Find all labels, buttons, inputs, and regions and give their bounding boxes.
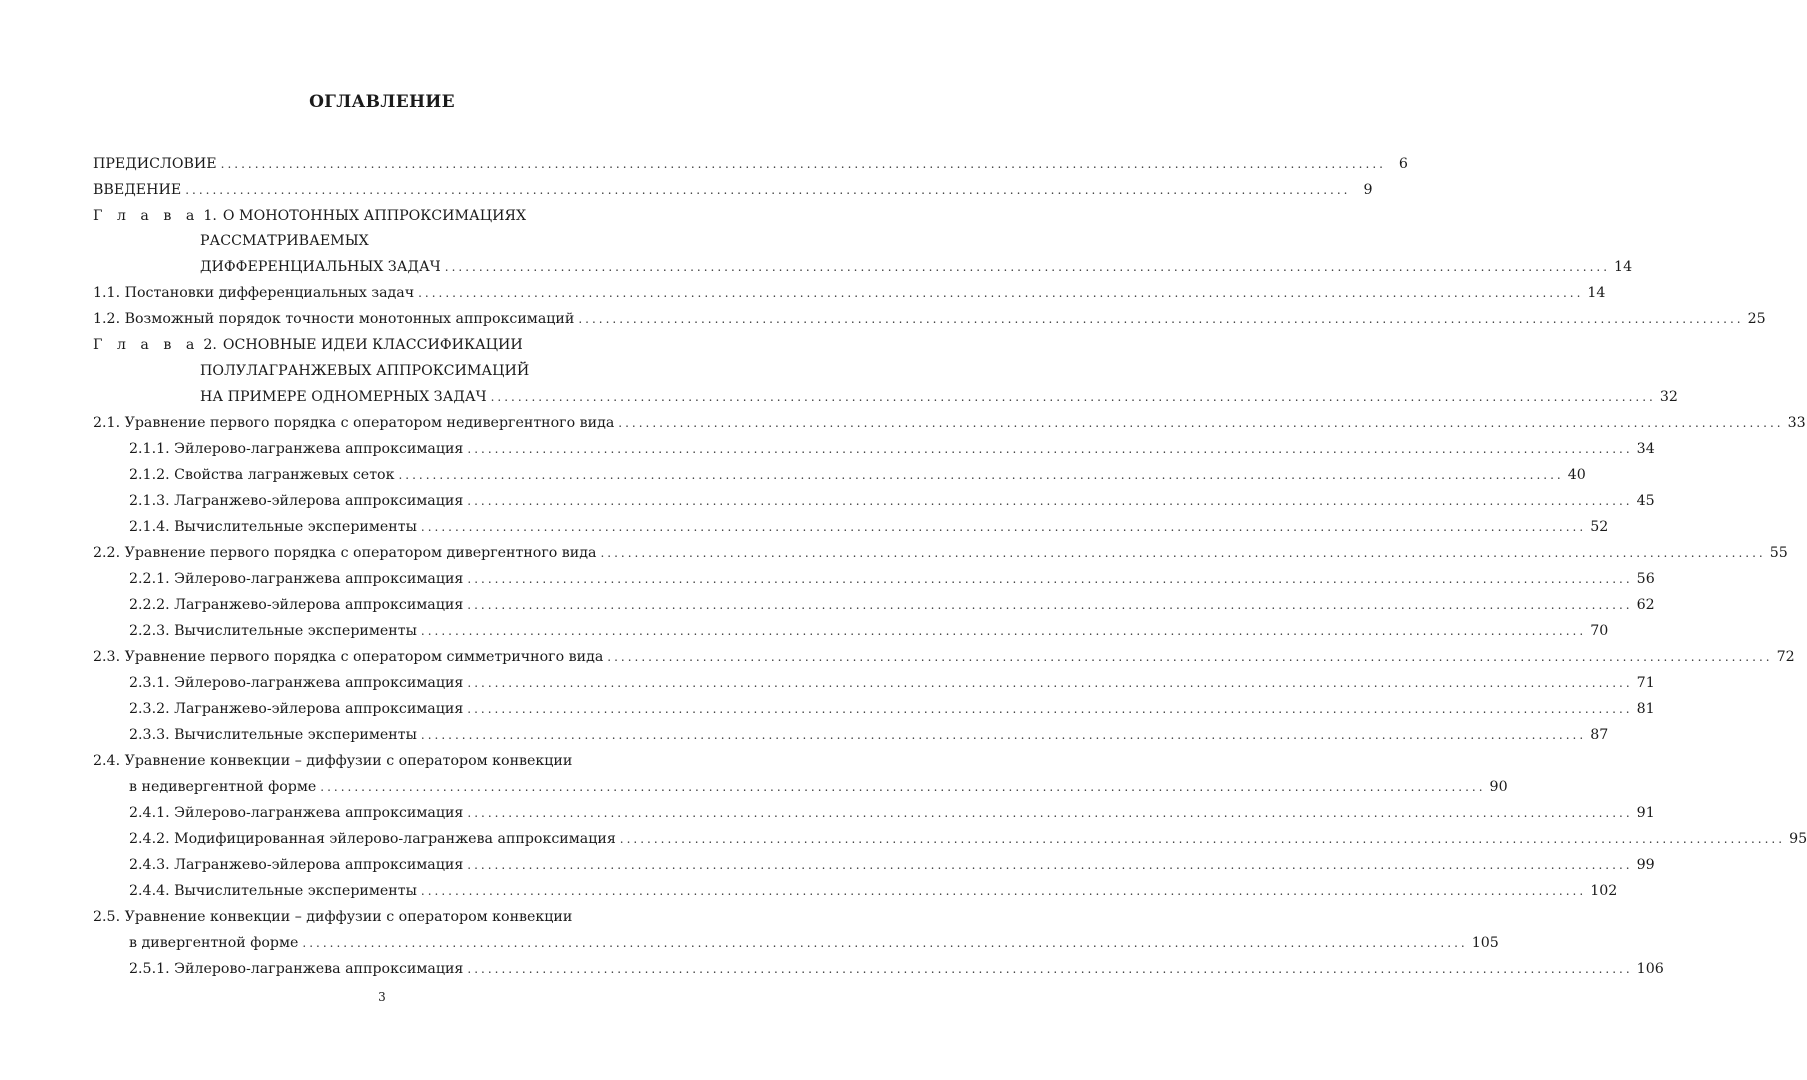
toc-entry-text: 2.2.1. Эйлерово-лагранжева аппроксимация [129, 571, 464, 587]
toc-page-number: 72 [1776, 649, 1795, 665]
toc-leader: ........................................................................................................................................................................... [467, 962, 1633, 976]
toc-leader: ........................................................................................................................................................................... [220, 157, 1386, 171]
toc-leader: ........................................................................................................................................................................... [444, 260, 1611, 274]
toc-entry-text: 2.1. Уравнение первого порядка с оператором недивергентного вида [93, 415, 615, 431]
toc-entry-text: 2.3.3. Вычислительные эксперименты [129, 727, 417, 743]
chapter-title-line2: РАССМАТРИВАЕМЫХ [200, 233, 369, 249]
toc-chapter-2-heading [93, 336, 523, 354]
toc-page-number: 91 [1636, 805, 1655, 821]
toc-page-number: 70 [1590, 623, 1609, 639]
toc-leader: ........................................................................................................................................................................... [418, 286, 1584, 300]
toc-leader: ........................................................................................................................................................................... [467, 676, 1633, 690]
toc-entry-text: 2.3. Уравнение первого порядка с оператором симметричного вида [93, 649, 604, 665]
toc-leader: ........................................................................................................................................................................... [600, 546, 1766, 560]
toc-page-number: 56 [1636, 571, 1655, 587]
toc-entry-text: 2.2.3. Вычислительные эксперименты [129, 623, 417, 639]
toc-entry-text: ПРЕДИСЛОВИЕ [93, 156, 217, 172]
toc-entry-text: 2.2.2. Лагранжево-эйлерова аппроксимация [129, 597, 464, 613]
toc-page-number: 99 [1636, 857, 1655, 873]
toc-leader: ........................................................................................................................................................................... [490, 390, 1656, 404]
toc-page-number: 95 [1789, 831, 1807, 847]
toc-entry-text: 2.4.2. Модифицированная эйлерово-лагранжева аппроксимация [129, 831, 616, 847]
toc-page-number: 14 [1587, 285, 1606, 301]
toc-entry-2-4-1 [129, 804, 1655, 822]
toc-leader: ........................................................................................................................................................................... [420, 624, 1587, 638]
toc-entry-2-2-2 [129, 596, 1655, 614]
toc-entry-text: 2.3.1. Эйлерово-лагранжева аппроксимация [129, 675, 464, 691]
toc-leader: ........................................................................................................................................................................... [467, 598, 1633, 612]
toc-entry-2-2-1 [129, 570, 1655, 588]
toc-entry-2-4-line1: 2.4. Уравнение конвекции – диффузии с оператором конвекции [93, 753, 573, 769]
chapter-title-line1: О МОНОТОННЫХ АППРОКСИМАЦИЯХ [222, 208, 527, 224]
toc-leader: ........................................................................................................................................................................... [467, 572, 1633, 586]
toc-page-number: 52 [1590, 519, 1609, 535]
chapter-title-line2: ПОЛУЛАГРАНЖЕВЫХ АППРОКСИМАЦИЙ [200, 363, 530, 379]
toc-entry-text: 1.1. Постановки дифференциальных задач [93, 285, 415, 301]
chapter-number: 2. [203, 337, 217, 353]
toc-leader: ........................................................................................................................................................................... [467, 494, 1633, 508]
toc-page-number: 45 [1636, 493, 1655, 509]
toc-leader: ........................................................................................................................................................................... [467, 702, 1633, 716]
toc-page-number: 32 [1659, 389, 1678, 405]
toc-leader: ........................................................................................................................................................................... [185, 183, 1351, 197]
toc-leader: ........................................................................................................................................................................... [619, 832, 1786, 846]
toc-entry-text: 2.4.4. Вычислительные эксперименты [129, 883, 417, 899]
toc-leader: ........................................................................................................................................................................... [467, 858, 1633, 872]
toc-page-number: 105 [1471, 935, 1499, 951]
toc-leader: ........................................................................................................................................................................... [420, 728, 1587, 742]
chapter-label: Г л а в а [93, 337, 200, 353]
toc-leader: ........................................................................................................................................................................... [420, 884, 1587, 898]
toc-entry-text: в дивергентной форме [129, 935, 299, 951]
toc-leader: ........................................................................................................................................................................... [618, 416, 1784, 430]
toc-leader: ........................................................................................................................................................................... [420, 520, 1587, 534]
toc-entry-2-5-line1: 2.5. Уравнение конвекции – диффузии с оператором конвекции [93, 909, 573, 925]
toc-entry-text: 2.4.3. Лагранжево-эйлерова аппроксимация [129, 857, 464, 873]
toc-entry-2-3-3 [129, 726, 1609, 744]
toc-entry-text: 2.1.2. Свойства лагранжевых сеток [129, 467, 395, 483]
toc-leader: ........................................................................................................................................................................... [398, 468, 1564, 482]
toc-entry-preface [93, 155, 1408, 173]
toc-entry-introduction [93, 181, 1373, 199]
toc-page-number: 33 [1787, 415, 1806, 431]
toc-page-number: 34 [1636, 441, 1655, 457]
toc-page-number: 62 [1636, 597, 1655, 613]
page-title: ОГЛАВЛЕНИЕ [309, 92, 455, 112]
toc-entry-2-5 [129, 934, 1499, 952]
toc-page-number: 40 [1567, 467, 1586, 483]
toc-leader: ........................................................................................................................................................................... [578, 312, 1744, 326]
chapter-number: 1. [203, 208, 217, 224]
toc-page-number: 55 [1769, 545, 1788, 561]
toc-entry-2-4-4 [129, 882, 1618, 900]
toc-entry-text: 2.1.3. Лагранжево-эйлерова аппроксимация [129, 493, 464, 509]
toc-page-number: 6 [1398, 156, 1408, 172]
toc-page-number: 90 [1489, 779, 1508, 795]
toc-entry-2-4-3 [129, 856, 1655, 874]
toc-page-number: 71 [1636, 675, 1655, 691]
toc-page-number: 25 [1747, 311, 1766, 327]
toc-entry-text: 2.1.4. Вычислительные эксперименты [129, 519, 417, 535]
toc-entry-text: 2.4.1. Эйлерово-лагранжева аппроксимация [129, 805, 464, 821]
toc-entry-2-3-1 [129, 674, 1655, 692]
toc-entry-text: 2.5.1. Эйлерово-лагранжева аппроксимация [129, 961, 464, 977]
toc-leader: ........................................................................................................................................................................... [467, 806, 1633, 820]
toc-entry-text: 2.2. Уравнение первого порядка с оператором дивергентного вида [93, 545, 597, 561]
toc-leader: ........................................................................................................................................................................... [467, 442, 1633, 456]
toc-entry-2-1-3 [129, 492, 1655, 510]
toc-entry-2-2 [93, 544, 1788, 562]
toc-page-number: 14 [1614, 259, 1633, 275]
chapter-title-line3: ДИФФЕРЕНЦИАЛЬНЫХ ЗАДАЧ [200, 259, 441, 275]
toc-leader: ........................................................................................................................................................................... [607, 650, 1773, 664]
toc-entry-1-1 [93, 284, 1606, 302]
toc-page-number: 81 [1636, 701, 1655, 717]
toc-entry-text: в недивергентной форме [129, 779, 317, 795]
toc-page-number: 9 [1363, 182, 1373, 198]
toc-entry-2-3 [93, 648, 1795, 666]
toc-entry-2-1 [93, 414, 1806, 432]
toc-entry-chapter-2 [200, 388, 1678, 406]
toc-page-number: 102 [1590, 883, 1618, 899]
toc-leader: ........................................................................................................................................................................... [320, 780, 1486, 794]
toc-entry-text: 1.2. Возможный порядок точности монотонных аппроксимаций [93, 311, 575, 327]
toc-page-number: 106 [1636, 961, 1664, 977]
toc-entry-2-1-4 [129, 518, 1609, 536]
toc-entry-2-1-2 [129, 466, 1586, 484]
toc-entry-text: 2.1.1. Эйлерово-лагранжева аппроксимация [129, 441, 464, 457]
toc-entry-1-2 [93, 310, 1766, 328]
toc-entry-text: ВВЕДЕНИЕ [93, 182, 182, 198]
toc-chapter-1-heading [93, 207, 526, 225]
toc-entry-2-2-3 [129, 622, 1609, 640]
chapter-title-line1: ОСНОВНЫЕ ИДЕИ КЛАССИФИКАЦИИ [222, 337, 523, 353]
toc-entry-2-5-1 [129, 960, 1664, 978]
toc-entry-chapter-1 [200, 258, 1633, 276]
toc-entry-text: 2.3.2. Лагранжево-эйлерова аппроксимация [129, 701, 464, 717]
toc-leader: ........................................................................................................................................................................... [302, 936, 1468, 950]
toc-page-number: 87 [1590, 727, 1609, 743]
toc-entry-2-4-2 [129, 830, 1807, 848]
toc-entry-2-1-1 [129, 440, 1655, 458]
toc-entry-2-4 [129, 778, 1508, 796]
page-number: 3 [378, 990, 386, 1004]
chapter-title-line3: НА ПРИМЕРЕ ОДНОМЕРНЫХ ЗАДАЧ [200, 389, 487, 405]
toc-entry-2-3-2 [129, 700, 1655, 718]
chapter-label: Г л а в а [93, 208, 200, 224]
